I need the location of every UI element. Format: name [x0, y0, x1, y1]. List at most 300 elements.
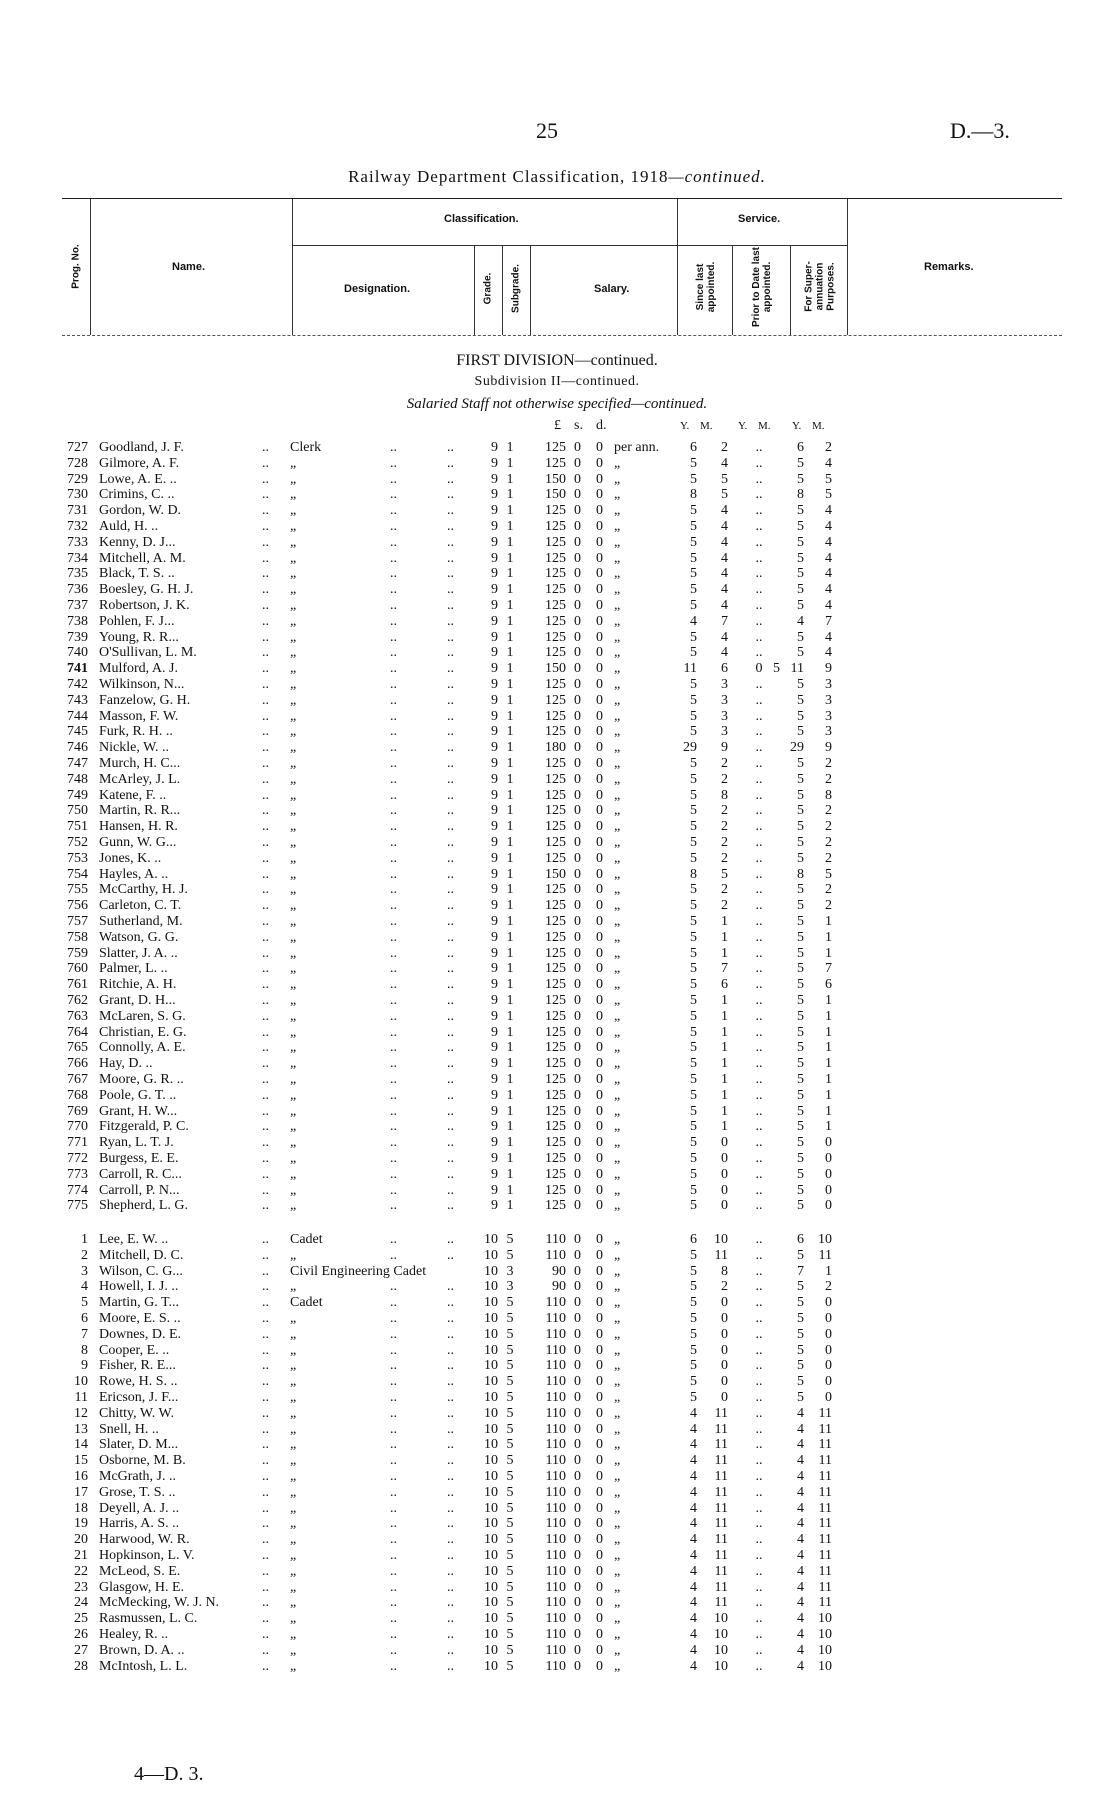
cell-since-years: 4: [690, 1579, 697, 1595]
cell-salary-per: „: [614, 1579, 621, 1595]
cell-prog-no: 740: [67, 645, 88, 661]
cell-super-months: 0: [825, 1135, 832, 1151]
cell-salary-shillings: 0: [574, 1658, 581, 1674]
table-row: [0, 740, 1114, 756]
leader-dots: ..: [447, 1342, 454, 1358]
leader-dots: ..: [390, 455, 397, 471]
cell-salary-shillings: 0: [574, 1437, 581, 1453]
leader-dots: ..: [447, 787, 454, 803]
cell-salary-pounds: 180: [545, 740, 566, 756]
cell-salary-shillings: 0: [574, 455, 581, 471]
cell-super-years: 5: [797, 1342, 804, 1358]
cell-salary-pence: 0: [596, 1642, 603, 1658]
page-number: 25: [536, 118, 558, 143]
leader-dots: ..: [262, 1024, 269, 1040]
cell-grade: 9: [491, 598, 498, 613]
cell-super-months: 0: [825, 1390, 832, 1405]
cell-subgrade: 1: [506, 661, 514, 677]
header-superannuation: For Super- annuation Purposes.: [803, 261, 837, 312]
cell-grade: 10: [484, 1437, 498, 1453]
leader-dots: ..: [390, 1103, 397, 1119]
leader-dots: ..: [390, 1151, 397, 1166]
cell-name: McArley, J. L.: [99, 771, 181, 787]
cell-super-months: 10: [818, 1642, 832, 1658]
cell-subgrade: 3: [506, 1279, 514, 1295]
cell-prior-years: ..: [755, 1056, 763, 1072]
cell-prog-no: 770: [67, 1119, 88, 1135]
cell-since-years: 5: [690, 977, 697, 993]
cell-subgrade: 1: [506, 1119, 514, 1135]
cell-salary-shillings: 0: [574, 803, 581, 819]
cell-designation: „: [290, 1642, 297, 1658]
cell-salary-shillings: 0: [574, 819, 581, 835]
leader-dots: ..: [447, 993, 454, 1008]
cell-salary-per: „: [614, 787, 621, 803]
cell-salary-shillings: 0: [574, 598, 581, 613]
cell-salary-per: „: [614, 866, 621, 882]
cell-designation: „: [290, 598, 297, 613]
leader-dots: ..: [262, 1611, 269, 1627]
cell-salary-per: „: [614, 1595, 621, 1611]
cell-since-years: 29: [683, 740, 697, 756]
cell-salary-pounds: 110: [545, 1516, 566, 1532]
cell-salary-per: „: [614, 914, 621, 929]
cell-subgrade: 1: [506, 803, 514, 819]
cell-salary-pence: 0: [596, 803, 603, 819]
cell-super-years: 5: [797, 1008, 804, 1024]
cell-since-years: 4: [690, 1421, 697, 1437]
cell-salary-pence: 0: [596, 566, 603, 582]
cell-super-months: 2: [825, 756, 832, 771]
cell-subgrade: 1: [506, 945, 514, 961]
leader-dots: ..: [447, 1374, 454, 1390]
cell-prior-years: ..: [755, 1008, 763, 1024]
cell-salary-per: „: [614, 629, 621, 645]
cell-super-years: 5: [797, 1103, 804, 1119]
cell-prior-years: ..: [755, 1516, 763, 1532]
cell-salary-pence: 0: [596, 1548, 603, 1563]
cell-salary-pounds: 110: [545, 1469, 566, 1484]
unit-pound: £: [554, 418, 561, 433]
table-row: [0, 819, 1114, 835]
header-salary: Salary.: [594, 283, 630, 295]
cell-subgrade: 1: [506, 550, 514, 566]
cell-since-months: 11: [714, 1405, 728, 1421]
cell-prior-years: ..: [755, 1563, 763, 1579]
cell-salary-per: „: [614, 613, 621, 629]
leader-dots: ..: [447, 898, 454, 914]
leader-dots: ..: [262, 835, 269, 850]
cell-prior-years: ..: [755, 1119, 763, 1135]
cell-since-years: 4: [690, 1516, 697, 1532]
cell-super-months: 4: [825, 519, 832, 534]
cell-super-months: 1: [825, 1119, 832, 1135]
cell-grade: 10: [484, 1405, 498, 1421]
cell-super-years: 5: [797, 1374, 804, 1390]
cell-super-years: 5: [797, 455, 804, 471]
cell-super-months: 4: [825, 455, 832, 471]
cell-since-years: 4: [690, 1469, 697, 1484]
cell-salary-pounds: 110: [545, 1295, 566, 1311]
cell-prior-years: ..: [755, 1374, 763, 1390]
units-row: [0, 418, 1114, 434]
cell-salary-per: „: [614, 740, 621, 756]
cell-name: Carroll, P. N...: [99, 1182, 180, 1198]
cell-since-months: 2: [721, 803, 728, 819]
cell-subgrade: 5: [506, 1374, 514, 1390]
cell-salary-pence: 0: [596, 1516, 603, 1532]
leader-dots: ..: [262, 598, 269, 613]
cell-prior-years: ..: [755, 1311, 763, 1326]
cell-prog-no: 763: [67, 1008, 88, 1024]
table-row: [0, 946, 1114, 962]
cell-designation: „: [290, 866, 297, 882]
cell-designation: „: [290, 898, 297, 914]
cell-salary-per: „: [614, 582, 621, 598]
table-row: [0, 1279, 1114, 1295]
cell-super-years: 5: [797, 677, 804, 692]
cell-salary-pounds: 110: [545, 1453, 566, 1469]
cell-super-months: 4: [825, 582, 832, 598]
cell-salary-pounds: 125: [545, 756, 566, 771]
leader-dots: ..: [390, 1182, 397, 1198]
cell-subgrade: 1: [506, 1166, 514, 1182]
leader-dots: ..: [262, 440, 269, 455]
cell-salary-pence: 0: [596, 1342, 603, 1358]
cell-salary-pounds: 125: [545, 440, 566, 455]
cell-prog-no: 8: [81, 1342, 88, 1358]
leader-dots: ..: [262, 1103, 269, 1119]
cell-salary-per: „: [614, 1484, 621, 1500]
leader-dots: ..: [447, 1024, 454, 1040]
cell-since-months: 0: [721, 1182, 728, 1198]
cell-salary-pounds: 125: [545, 803, 566, 819]
cell-prog-no: 772: [67, 1151, 88, 1166]
cell-since-months: 0: [721, 1326, 728, 1342]
cell-designation: „: [290, 708, 297, 724]
leader-dots: ..: [262, 1008, 269, 1024]
cell-salary-pounds: 125: [545, 993, 566, 1008]
table-row: [0, 1374, 1114, 1390]
leader-dots: ..: [262, 519, 269, 534]
table-row: [0, 1343, 1114, 1359]
cell-super-months: 2: [825, 850, 832, 866]
cell-subgrade: 1: [506, 1072, 514, 1087]
leader-dots: ..: [447, 645, 454, 661]
cell-super-years: 4: [797, 1548, 804, 1563]
cell-super-months: 10: [818, 1232, 832, 1247]
cell-subgrade: 1: [506, 1056, 514, 1072]
leader-dots: ..: [262, 613, 269, 629]
cell-since-years: 5: [690, 1311, 697, 1326]
cell-salary-shillings: 0: [574, 1279, 581, 1295]
cell-name: Osborne, M. B.: [99, 1453, 186, 1469]
cell-prior-years: ..: [755, 440, 763, 455]
table-row: [0, 519, 1114, 535]
leader-dots: ..: [390, 866, 397, 882]
cell-prog-no: 728: [67, 455, 88, 471]
cell-salary-shillings: 0: [574, 1198, 581, 1214]
cell-prog-no: 753: [67, 850, 88, 866]
cell-super-months: 11: [818, 1595, 832, 1611]
cell-salary-shillings: 0: [574, 566, 581, 582]
cell-super-years: 5: [797, 1056, 804, 1072]
leader-dots: ..: [390, 534, 397, 550]
cell-subgrade: 1: [506, 756, 514, 771]
cell-salary-shillings: 0: [574, 1008, 581, 1024]
cell-salary-per: „: [614, 1232, 621, 1247]
table-row: [0, 1453, 1114, 1469]
cell-super-months: 5: [825, 866, 832, 882]
cell-since-years: 5: [690, 1358, 697, 1374]
leader-dots: ..: [390, 1595, 397, 1611]
cell-grade: 9: [491, 1103, 498, 1119]
cell-salary-shillings: 0: [574, 1500, 581, 1516]
cell-salary-pence: 0: [596, 724, 603, 740]
header-divider: [502, 246, 503, 335]
cell-prior-years: ..: [755, 914, 763, 929]
cell-name: Gilmore, A. F.: [99, 455, 180, 471]
leader-dots: ..: [390, 1469, 397, 1484]
cell-subgrade: 1: [506, 724, 514, 740]
cell-subgrade: 5: [506, 1658, 514, 1674]
leader-dots: ..: [447, 1040, 454, 1056]
unit-prior-months: M.: [758, 420, 771, 432]
cell-prog-no: 7: [81, 1326, 88, 1342]
cell-since-months: 4: [721, 534, 728, 550]
cell-super-years: 5: [797, 692, 804, 708]
cell-salary-pounds: 125: [545, 882, 566, 898]
cell-since-years: 11: [683, 661, 697, 677]
cell-salary-shillings: 0: [574, 1469, 581, 1484]
cell-super-months: 0: [825, 1358, 832, 1374]
cell-super-months: 1: [825, 1072, 832, 1087]
cell-since-years: 4: [690, 1532, 697, 1548]
cell-since-years: 5: [690, 1135, 697, 1151]
cell-subgrade: 1: [506, 993, 514, 1008]
cell-prior-years: ..: [755, 1532, 763, 1548]
cell-name: Downes, D. E.: [99, 1326, 182, 1342]
leader-dots: ..: [447, 882, 454, 898]
cell-prog-no: 6: [81, 1311, 88, 1326]
header-divider: [292, 199, 293, 335]
cell-prog-no: 22: [74, 1563, 88, 1579]
cell-prior-years: ..: [755, 1548, 763, 1563]
cell-salary-shillings: 0: [574, 613, 581, 629]
leader-dots: ..: [262, 1484, 269, 1500]
cell-salary-shillings: 0: [574, 1072, 581, 1087]
cell-salary-pounds: 150: [545, 866, 566, 882]
cell-grade: 9: [491, 503, 498, 519]
cell-since-months: 0: [721, 1390, 728, 1405]
cell-subgrade: 5: [506, 1469, 514, 1484]
cell-grade: 10: [484, 1642, 498, 1658]
leader-dots: ..: [390, 740, 397, 756]
leader-dots: ..: [262, 787, 269, 803]
title-suffix: —continued.: [668, 167, 766, 186]
cell-salary-pounds: 125: [545, 898, 566, 914]
leader-dots: ..: [390, 1135, 397, 1151]
cell-prog-no: 767: [67, 1072, 88, 1087]
cell-since-months: 1: [721, 945, 728, 961]
cell-prior-years: ..: [755, 1484, 763, 1500]
cell-salary-pounds: 150: [545, 487, 566, 503]
cell-salary-pence: 0: [596, 1358, 603, 1374]
cell-salary-pence: 0: [596, 1595, 603, 1611]
cell-since-years: 5: [690, 1342, 697, 1358]
cell-since-months: 6: [721, 977, 728, 993]
cell-name: Wilkinson, N...: [99, 677, 185, 692]
cell-super-months: 2: [825, 440, 832, 455]
leader-dots: ..: [447, 519, 454, 534]
table-row: [0, 867, 1114, 883]
cell-super-years: 5: [797, 582, 804, 598]
cell-salary-pence: 0: [596, 1469, 603, 1484]
cell-name: O'Sullivan, L. M.: [99, 645, 197, 661]
cell-salary-per: „: [614, 1421, 621, 1437]
cell-name: Brown, D. A. ..: [99, 1642, 185, 1658]
table-row: [0, 1167, 1114, 1183]
leader-dots: ..: [447, 550, 454, 566]
cell-super-months: 4: [825, 503, 832, 519]
cell-prog-no: 750: [67, 803, 88, 819]
cell-since-months: 10: [714, 1627, 728, 1642]
leader-dots: ..: [390, 1311, 397, 1326]
cell-name: Connolly, A. E.: [99, 1040, 186, 1056]
cell-designation: „: [290, 1198, 297, 1214]
cell-name: McMecking, W. J. N.: [99, 1595, 220, 1611]
cell-salary-shillings: 0: [574, 440, 581, 455]
cell-salary-per: „: [614, 598, 621, 613]
cell-subgrade: 1: [506, 503, 514, 519]
cell-designation: „: [290, 1532, 297, 1548]
cell-salary-per: „: [614, 1295, 621, 1311]
cell-salary-pence: 0: [596, 1627, 603, 1642]
cell-super-years: 4: [797, 1453, 804, 1469]
leader-dots: ..: [390, 882, 397, 898]
leader-dots: ..: [447, 534, 454, 550]
cell-subgrade: 1: [506, 1008, 514, 1024]
cell-subgrade: 1: [506, 1103, 514, 1119]
cell-subgrade: 1: [506, 1024, 514, 1040]
cell-prog-no: 15: [74, 1453, 88, 1469]
cell-subgrade: 1: [506, 598, 514, 613]
cell-prog-no: 759: [67, 945, 88, 961]
leader-dots: ..: [447, 692, 454, 708]
leader-dots: ..: [390, 771, 397, 787]
cell-super-years: 5: [797, 961, 804, 977]
table-row: [0, 1406, 1114, 1422]
cell-since-months: 11: [714, 1500, 728, 1516]
cell-super-months: 7: [825, 613, 832, 629]
cell-salary-pounds: 125: [545, 1087, 566, 1103]
cell-name: Chitty, W. W.: [99, 1405, 174, 1421]
cell-prog-no: 12: [74, 1405, 88, 1421]
table-row: [0, 1119, 1114, 1135]
table-row: [0, 1009, 1114, 1025]
cell-super-months: 2: [825, 835, 832, 850]
leader-dots: ..: [447, 1232, 454, 1247]
leader-dots: ..: [262, 471, 269, 487]
cell-salary-pence: 0: [596, 1232, 603, 1247]
cell-super-years: 5: [797, 1358, 804, 1374]
cell-prog-no: 761: [67, 977, 88, 993]
cell-since-months: 2: [721, 440, 728, 455]
cell-prog-no: 765: [67, 1040, 88, 1056]
leader-dots: ..: [390, 993, 397, 1008]
table-row: [0, 1659, 1114, 1675]
cell-salary-pence: 0: [596, 1563, 603, 1579]
cell-prog-no: 14: [74, 1437, 88, 1453]
cell-super-months: 11: [818, 1405, 832, 1421]
cell-salary-pounds: 125: [545, 977, 566, 993]
cell-prog-no: 754: [67, 866, 88, 882]
cell-salary-shillings: 0: [574, 503, 581, 519]
cell-name: Jones, K. ..: [99, 850, 162, 866]
cell-salary-per: „: [614, 1198, 621, 1214]
leader-dots: ..: [262, 455, 269, 471]
cell-salary-per: „: [614, 1087, 621, 1103]
cell-since-years: 5: [690, 1151, 697, 1166]
cell-salary-pence: 0: [596, 677, 603, 692]
cell-super-years: 5: [797, 1326, 804, 1342]
cell-subgrade: 1: [506, 708, 514, 724]
cell-name: Grant, D. H...: [99, 993, 176, 1008]
cell-since-months: 10: [714, 1611, 728, 1627]
table-row: [0, 835, 1114, 851]
cell-salary-pounds: 125: [545, 819, 566, 835]
cell-super-months: 11: [818, 1453, 832, 1469]
subdivision-heading: Subdivision II—continued.: [474, 374, 640, 389]
leader-dots: ..: [447, 629, 454, 645]
leader-dots: ..: [390, 471, 397, 487]
cell-name: Grose, T. S. ..: [99, 1484, 176, 1500]
cell-grade: 10: [484, 1500, 498, 1516]
leader-dots: ..: [447, 819, 454, 835]
cell-salary-per: „: [614, 708, 621, 724]
cell-super-years: 5: [797, 1040, 804, 1056]
cell-super-months: 7: [825, 961, 832, 977]
cell-since-years: 4: [690, 1595, 697, 1611]
cell-salary-shillings: 0: [574, 550, 581, 566]
cell-super-months: 10: [818, 1611, 832, 1627]
cell-designation: „: [290, 613, 297, 629]
cell-prior-years: ..: [755, 566, 763, 582]
cell-prog-no: 20: [74, 1532, 88, 1548]
cell-super-months: 10: [818, 1658, 832, 1674]
table-row: [0, 914, 1114, 930]
cell-name: Robertson, J. K.: [99, 598, 190, 613]
leader-dots: ..: [390, 1453, 397, 1469]
cell-grade: 9: [491, 724, 498, 740]
leader-dots: ..: [447, 582, 454, 598]
cell-salary-pence: 0: [596, 819, 603, 835]
cell-salary-per: „: [614, 1056, 621, 1072]
cell-prog-no: 732: [67, 519, 88, 534]
cell-super-months: 3: [825, 708, 832, 724]
cell-since-months: 0: [721, 1295, 728, 1311]
cell-salary-shillings: 0: [574, 1056, 581, 1072]
cell-super-years: 7: [797, 1263, 804, 1279]
cell-salary-shillings: 0: [574, 519, 581, 534]
cell-super-months: 11: [818, 1579, 832, 1595]
cell-name: Rasmussen, L. C.: [99, 1611, 198, 1627]
cell-salary-shillings: 0: [574, 1611, 581, 1627]
header-service: Service.: [738, 213, 781, 225]
leader-dots: ..: [262, 1469, 269, 1484]
leader-dots: ..: [390, 598, 397, 613]
cell-since-years: 5: [690, 503, 697, 519]
